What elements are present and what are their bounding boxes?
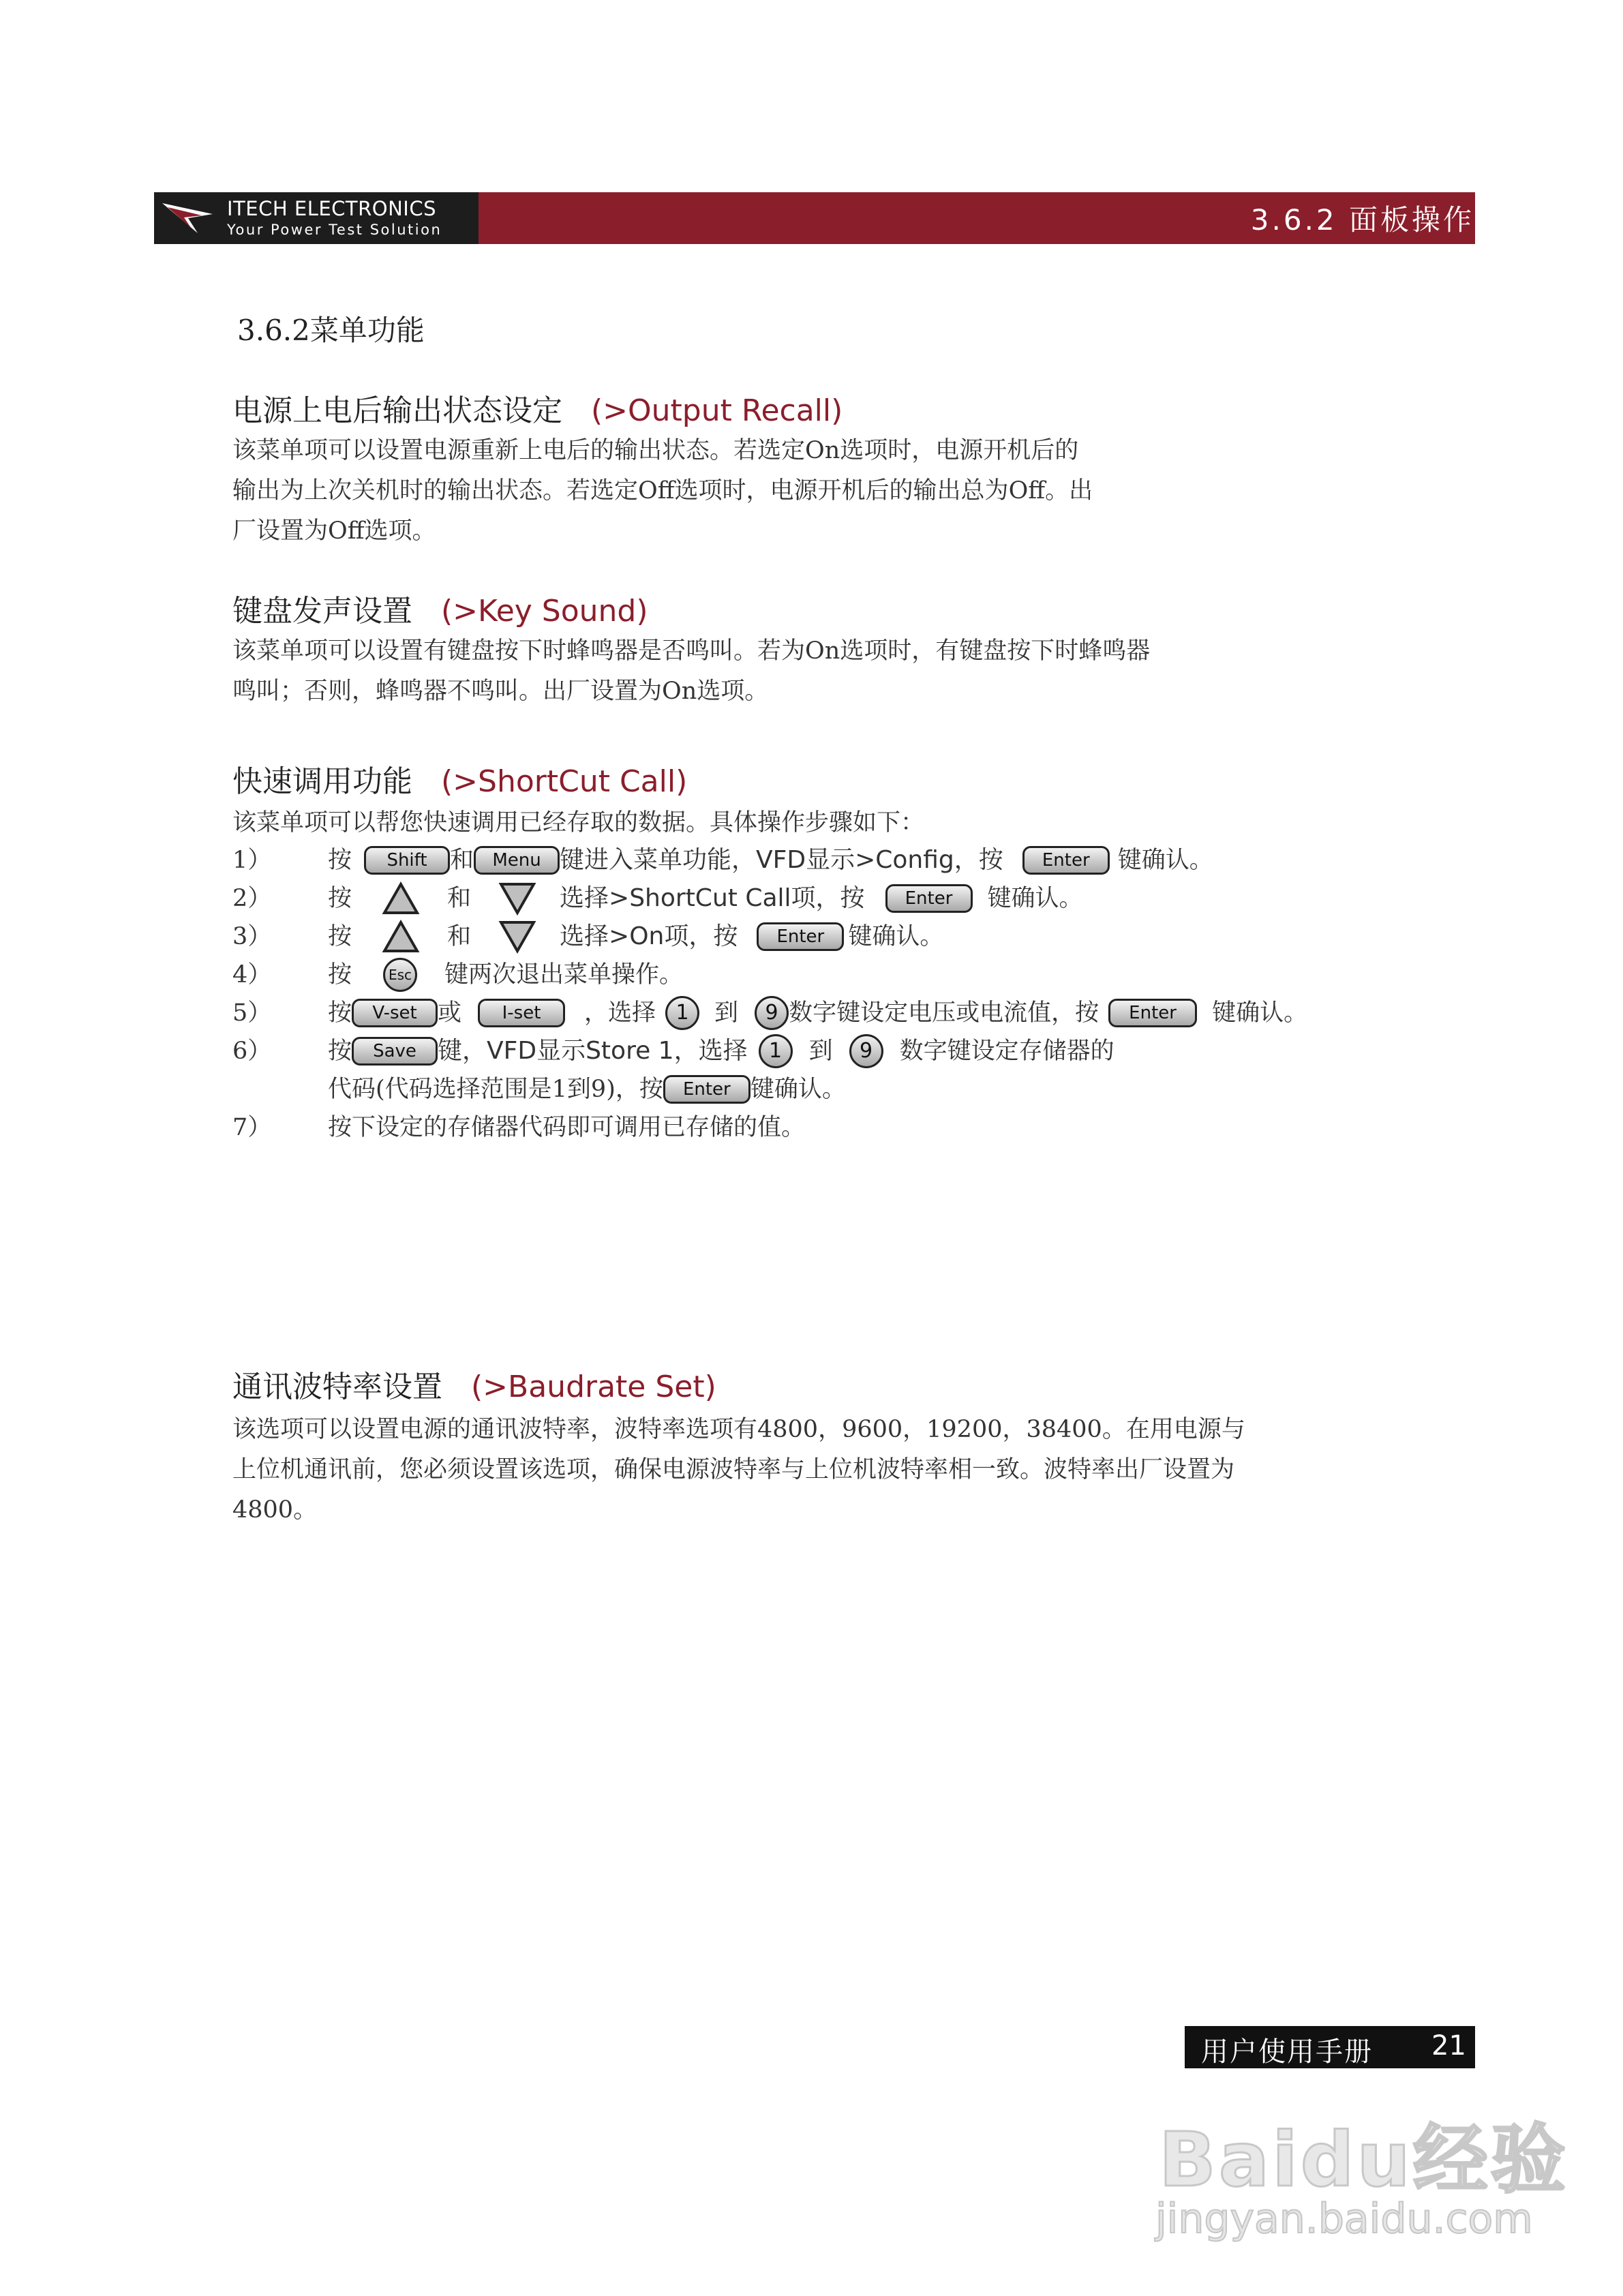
heading-output-recall bbox=[232, 386, 843, 429]
heading-key-sound-en: (>Key Sound) bbox=[441, 594, 648, 629]
step-number: 4） bbox=[232, 961, 272, 988]
step-text: 代码(代码选择范围是1到9)，按 bbox=[328, 1076, 663, 1103]
heading-output-recall-en: (>Output Recall) bbox=[591, 393, 843, 428]
brand-tagline: Your Power Test Solution bbox=[227, 222, 442, 238]
paragraph-line: 输出为上次关机时的输出状态。若选定Off选项时，电源开机后的输出总为Off。出 bbox=[232, 477, 1093, 504]
section-tag: 3.6.2 面板操作 bbox=[1250, 203, 1474, 237]
itech-logo-icon bbox=[161, 200, 214, 236]
step-number: 5） bbox=[232, 999, 272, 1027]
heading-baudrate-set-en: (>Baudrate Set) bbox=[471, 1370, 716, 1404]
step-number: 6） bbox=[232, 1038, 272, 1065]
down-arrow-key-icon bbox=[498, 920, 536, 954]
heading-shortcut-call-zh: 快速调用功能 bbox=[232, 764, 412, 799]
step-text: 数字键设定存储器的 bbox=[899, 1038, 1114, 1065]
digit-1-key: 1 bbox=[759, 1034, 793, 1068]
paragraph-line: 该菜单项可以设置有键盘按下时蜂鸣器是否鸣叫。若为On选项时，有键盘按下时蜂鸣器 bbox=[232, 637, 1151, 665]
esc-key: Esc bbox=[383, 958, 417, 992]
step-text: 按 bbox=[328, 999, 352, 1027]
page-number: 21 bbox=[1431, 2030, 1466, 2061]
up-arrow-key-icon bbox=[382, 881, 420, 916]
output-recall-paragraph bbox=[232, 431, 1528, 552]
step-number: 3） bbox=[232, 923, 272, 950]
brand-name: ITECH ELECTRONICS bbox=[227, 197, 437, 220]
step-text: 按 bbox=[328, 961, 352, 988]
paragraph-line: 鸣叫；否则，蜂鸣器不鸣叫。出厂设置为On选项。 bbox=[232, 678, 769, 705]
heading-shortcut-call bbox=[232, 757, 687, 800]
i-set-key: I-set bbox=[478, 999, 565, 1027]
step-text: 数字键设定电压或电流值，按 bbox=[789, 999, 1099, 1027]
step-text: 键确认。 bbox=[848, 923, 944, 950]
step-text: ，选择 bbox=[584, 999, 656, 1027]
step-text: 到 bbox=[714, 999, 739, 1027]
step-6 bbox=[232, 1032, 1459, 1070]
page-section-title: 3.6.2菜单功能 bbox=[237, 314, 425, 347]
heading-key-sound-zh: 键盘发声设置 bbox=[232, 594, 412, 629]
paragraph-line: 厂设置为Off选项。 bbox=[232, 517, 436, 545]
step-text: 键两次退出菜单操作。 bbox=[444, 961, 684, 988]
heading-baudrate-set-zh: 通讯波特率设置 bbox=[232, 1370, 442, 1404]
step-6-continued bbox=[232, 1070, 1459, 1108]
steps-list bbox=[232, 841, 1459, 1147]
step-text: 键确认。 bbox=[750, 1076, 846, 1103]
shift-key: Shift bbox=[364, 846, 450, 875]
enter-key: Enter bbox=[663, 1075, 750, 1104]
step-5 bbox=[232, 994, 1459, 1032]
baidu-watermark-url: jingyan.baidu.com bbox=[1155, 2195, 1533, 2243]
step-text: 和 bbox=[447, 885, 472, 912]
baudrate-paragraph bbox=[232, 1410, 1528, 1530]
paragraph-line: 上位机通讯前，您必须设置该选项，确保电源波特率与上位机波特率相一致。波特率出厂设置为 bbox=[232, 1456, 1235, 1483]
step-text: 键确认。 bbox=[1212, 999, 1308, 1027]
enter-key: Enter bbox=[757, 922, 844, 951]
key-sound-paragraph bbox=[232, 631, 1528, 712]
step-text: 选择>ShortCut Call项，按 bbox=[560, 884, 865, 912]
step-3 bbox=[232, 918, 1459, 956]
digit-9-key: 9 bbox=[849, 1034, 883, 1068]
step-text: 和 bbox=[447, 923, 472, 950]
step-text: 键确认。 bbox=[1117, 847, 1213, 874]
step-text: 或 bbox=[438, 999, 462, 1027]
up-arrow-key-icon bbox=[382, 920, 420, 954]
step-text: 键确认。 bbox=[987, 885, 1083, 912]
step-text: 按 bbox=[328, 847, 352, 874]
digit-9-key: 9 bbox=[755, 996, 789, 1030]
step-text: 选择>On项，按 bbox=[560, 922, 738, 950]
step-1 bbox=[232, 841, 1459, 879]
heading-output-recall-zh: 电源上电后输出状态设定 bbox=[232, 393, 562, 428]
step-2 bbox=[232, 879, 1459, 918]
enter-key: Enter bbox=[1022, 846, 1110, 875]
v-set-key: V-set bbox=[352, 999, 438, 1027]
step-number: 1） bbox=[232, 847, 272, 874]
digit-1-key: 1 bbox=[665, 996, 699, 1030]
step-text: 按下设定的存储器代码即可调用已存储的值。 bbox=[328, 1114, 806, 1141]
enter-key: Enter bbox=[1108, 999, 1197, 1027]
step-text: 按 bbox=[328, 923, 352, 950]
step-text: 到 bbox=[808, 1038, 833, 1065]
heading-baudrate-set bbox=[232, 1362, 716, 1406]
step-number: 2） bbox=[232, 885, 272, 912]
down-arrow-key-icon bbox=[498, 881, 536, 916]
step-text: 键进入菜单功能，VFD显示>Config，按 bbox=[560, 846, 1003, 874]
heading-shortcut-call-en: (>ShortCut Call) bbox=[441, 764, 688, 799]
enter-key: Enter bbox=[885, 884, 973, 913]
step-text: 和 bbox=[450, 847, 474, 874]
save-key: Save bbox=[352, 1037, 438, 1066]
heading-key-sound bbox=[232, 586, 648, 630]
shortcut-intro: 该菜单项可以帮您快速调用已经存取的数据。具体操作步骤如下： bbox=[232, 809, 925, 836]
paragraph-line: 该选项可以设置电源的通讯波特率，波特率选项有4800，9600，19200，38400。在用电源与 bbox=[232, 1416, 1245, 1443]
step-7 bbox=[232, 1108, 1459, 1147]
step-text: 键，VFD显示Store 1，选择 bbox=[438, 1037, 748, 1065]
step-4 bbox=[232, 956, 1459, 994]
paragraph-line: 4800。 bbox=[232, 1496, 318, 1524]
baidu-watermark-logo: Baidu经验 bbox=[1159, 2116, 1568, 2203]
menu-key: Menu bbox=[474, 846, 560, 875]
step-text: 按 bbox=[328, 1038, 352, 1065]
step-number: 7） bbox=[232, 1114, 272, 1141]
paragraph-line: 该菜单项可以设置电源重新上电后的输出状态。若选定On选项时，电源开机后的 bbox=[232, 437, 1079, 464]
step-text: 按 bbox=[328, 885, 352, 912]
footer-label: 用户使用手册 bbox=[1201, 2036, 1373, 2068]
